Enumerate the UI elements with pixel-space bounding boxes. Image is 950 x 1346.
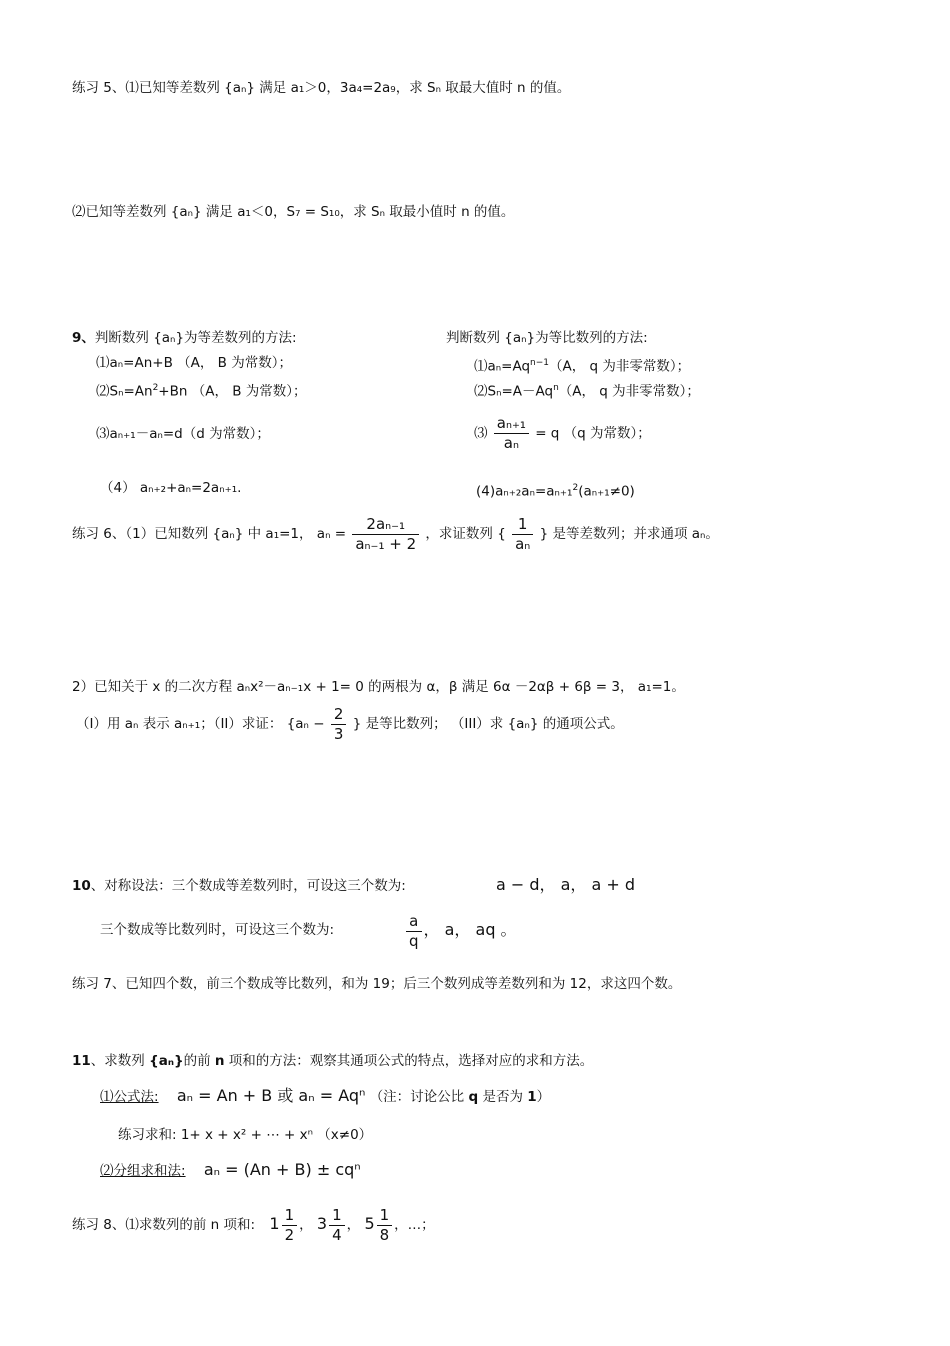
- geometric-test-2-c: （A， q 为非零常数）；: [558, 383, 700, 400]
- section-9-left-title: [72, 328, 297, 348]
- term-2-fraction: [329, 1206, 345, 1245]
- geometric-test-2-exp: n: [553, 383, 559, 393]
- geometric-test-3: [474, 414, 651, 453]
- arithmetic-test-3: ⑶aₙ₊₁－aₙ=d（d 为常数）；: [96, 426, 270, 442]
- questions-suffix: } 是等比数列； （III）求 {aₙ} 的通项公式。: [352, 716, 624, 732]
- section-11-number: 11: [72, 1053, 91, 1069]
- arithmetic-test-2-exp: 2: [152, 383, 159, 393]
- two-thirds-denominator: 3: [333, 724, 344, 743]
- grouping-method-label: ⑵分组求和法:: [100, 1163, 186, 1179]
- arithmetic-test-2: [96, 378, 307, 402]
- exercise-8: 练习 8、⑴求数列的前 n 项和: 1 $\frac{1}{2}$ ， 3 $\frac{1}{4}$ ， 5 $\frac{1}{8}$ ，…；: [72, 1205, 435, 1244]
- two-thirds-fraction: [331, 705, 347, 744]
- arithmetic-triple: a − d， a， a + d: [496, 875, 636, 894]
- arithmetic-test-4: （4） aₙ₊₂+aₙ=2aₙ₊₁.: [100, 480, 242, 496]
- practice-sum: 练习求和: 1+ x + x² + ⋯ + xⁿ （x≠0）: [118, 1127, 373, 1143]
- formula-method: [100, 1086, 550, 1107]
- term-2-whole: 3: [316, 1214, 328, 1233]
- formula-method-note-q: q: [468, 1089, 479, 1105]
- geometric-test-2: [474, 378, 700, 402]
- two-thirds-numerator: 2: [331, 705, 347, 725]
- exercise-6-middle: ，求证数列 {: [425, 526, 506, 542]
- geometric-test-4-c: (aₙ₊₁≠0): [578, 483, 635, 500]
- recurrence-numerator: 2aₙ₋₁: [352, 515, 419, 535]
- term-3-fraction: [377, 1206, 393, 1245]
- geometric-test-1-c: （A， q 为非零常数）；: [549, 358, 691, 375]
- section-11-title-b: {aₙ}: [149, 1053, 184, 1069]
- reciprocal-denominator: aₙ: [515, 534, 531, 553]
- section-10-number: 10: [72, 878, 91, 894]
- arithmetic-test-title: 判断数列 {aₙ}为等差数列的方法:: [94, 330, 297, 346]
- exercise-5-part-1: 练习 5、⑴已知等差数列 {aₙ} 满足 a₁＞0，3a₄=2a₉，求 Sₙ 取最大值时 n 的值。: [72, 80, 571, 96]
- term-1-whole: 1: [269, 1214, 280, 1233]
- reciprocal-fraction: [512, 515, 533, 554]
- term-3-whole: 5: [364, 1214, 375, 1233]
- term-3-numerator: 1: [377, 1206, 393, 1226]
- exercise-5-part-2: ⑵已知等差数列 {aₙ} 满足 a₁＜0，S₇ = S₁₀，求 Sₙ 取最小值时 n 的值。: [72, 204, 515, 220]
- term-1-numerator: 1: [282, 1206, 298, 1226]
- geometric-triple: [404, 910, 517, 951]
- exercise-7: 练习 7、已知四个数，前三个数成等比数列，和为 19；后三个数列成等差数列和为 12，求这四个数。: [72, 976, 682, 992]
- formula-method-formula: aₙ = An + B 或 aₙ = Aqⁿ: [176, 1086, 366, 1105]
- geometric-test-1-a: ⑴aₙ=Aq: [474, 358, 531, 375]
- section-11-title-d: n: [214, 1053, 225, 1069]
- a-over-q-denominator: q: [409, 931, 419, 950]
- term-2-denominator: 4: [332, 1225, 342, 1244]
- section-10-line-2: 三个数成等比数列时，可设这三个数为:: [100, 922, 335, 938]
- recurrence-denominator: aₙ₋₁ + 2: [355, 534, 417, 553]
- ratio-fraction: [494, 414, 529, 453]
- ratio-denominator: aₙ: [503, 434, 519, 452]
- term-1-denominator: 2: [284, 1225, 295, 1244]
- geometric-test-title: 判断数列 {aₙ}为等比数列的方法:: [446, 330, 648, 346]
- section-11-title-c: 的前: [183, 1053, 215, 1069]
- geometric-test-4-exp: 2: [572, 483, 579, 493]
- exercise-6-prefix: 练习 6、（1）已知数列 {aₙ} 中 a₁=1， aₙ =: [72, 526, 347, 542]
- formula-method-note-c: ）: [536, 1089, 551, 1105]
- geometric-triple-rest: ， a， aq 。: [423, 920, 517, 939]
- formula-method-label: ⑴公式法:: [100, 1089, 159, 1105]
- term-1-fraction: [282, 1206, 298, 1245]
- exercise-8-prefix: 练习 8、⑴求数列的前 n 项和:: [72, 1217, 256, 1233]
- formula-method-note-b: 是否为: [478, 1089, 528, 1105]
- geometric-test-1: [474, 353, 690, 377]
- grouping-method-formula: aₙ = (An + B) ± cqⁿ: [203, 1160, 361, 1179]
- section-9-number: 9、: [72, 330, 95, 346]
- arithmetic-test-1: ⑴aₙ=An+B （A， B 为常数）；: [96, 355, 292, 371]
- ratio-numerator: aₙ₊₁: [494, 414, 529, 434]
- grouping-method: [100, 1160, 361, 1181]
- section-10-text: 、对称设法：三个数成等差数列时，可设这三个数为:: [90, 878, 406, 894]
- exercise-8-suffix: ，…；: [394, 1217, 435, 1233]
- geometric-test-3-suffix: = q （q 为常数）；: [535, 425, 651, 442]
- arithmetic-test-2-c: +Bn （A， B 为常数）；: [158, 383, 307, 400]
- a-over-q-fraction: [406, 912, 422, 951]
- geometric-test-1-exp: n−1: [530, 358, 550, 368]
- geometric-test-4-a: (4)aₙ₊₂aₙ=aₙ₊₁: [476, 483, 573, 500]
- section-11-title-e: 项和的方法：观察其通项公式的特点，选择对应的求和方法。: [224, 1053, 594, 1069]
- exercise-6-suffix: } 是等差数列；并求通项 aₙ。: [539, 526, 719, 542]
- recurrence-fraction: [352, 515, 419, 554]
- a-over-q-numerator: a: [406, 912, 422, 932]
- exercise-6-part-2-questions: [76, 704, 624, 744]
- geometric-test-2-a: ⑵Sₙ=A－Aq: [474, 383, 554, 400]
- term-2-numerator: 1: [329, 1206, 345, 1226]
- section-10-line-1: [72, 876, 406, 896]
- exercise-6-part-2-statement: 2）已知关于 x 的二次方程 aₙx²－aₙ₋₁x + 1= 0 的两根为 α，β 满足 6α －2αβ + 6β = 3， a₁=1。: [72, 679, 685, 695]
- formula-method-note-one: 1: [527, 1089, 537, 1105]
- term-3-denominator: 8: [379, 1225, 390, 1244]
- questions-prefix: （I）用 aₙ 表示 aₙ₊₁；（II）求证： {aₙ −: [76, 716, 325, 732]
- section-11-title: [72, 1051, 593, 1071]
- arithmetic-test-2-a: ⑵Sₙ=An: [96, 383, 153, 400]
- exercise-6-part-1: [72, 514, 719, 554]
- geometric-test-4: [476, 478, 635, 502]
- formula-method-note-a: （注：讨论公比: [369, 1089, 469, 1105]
- reciprocal-numerator: 1: [512, 515, 533, 535]
- section-11-title-a: 、求数列: [90, 1053, 150, 1069]
- geometric-test-3-prefix: ⑶: [474, 425, 488, 442]
